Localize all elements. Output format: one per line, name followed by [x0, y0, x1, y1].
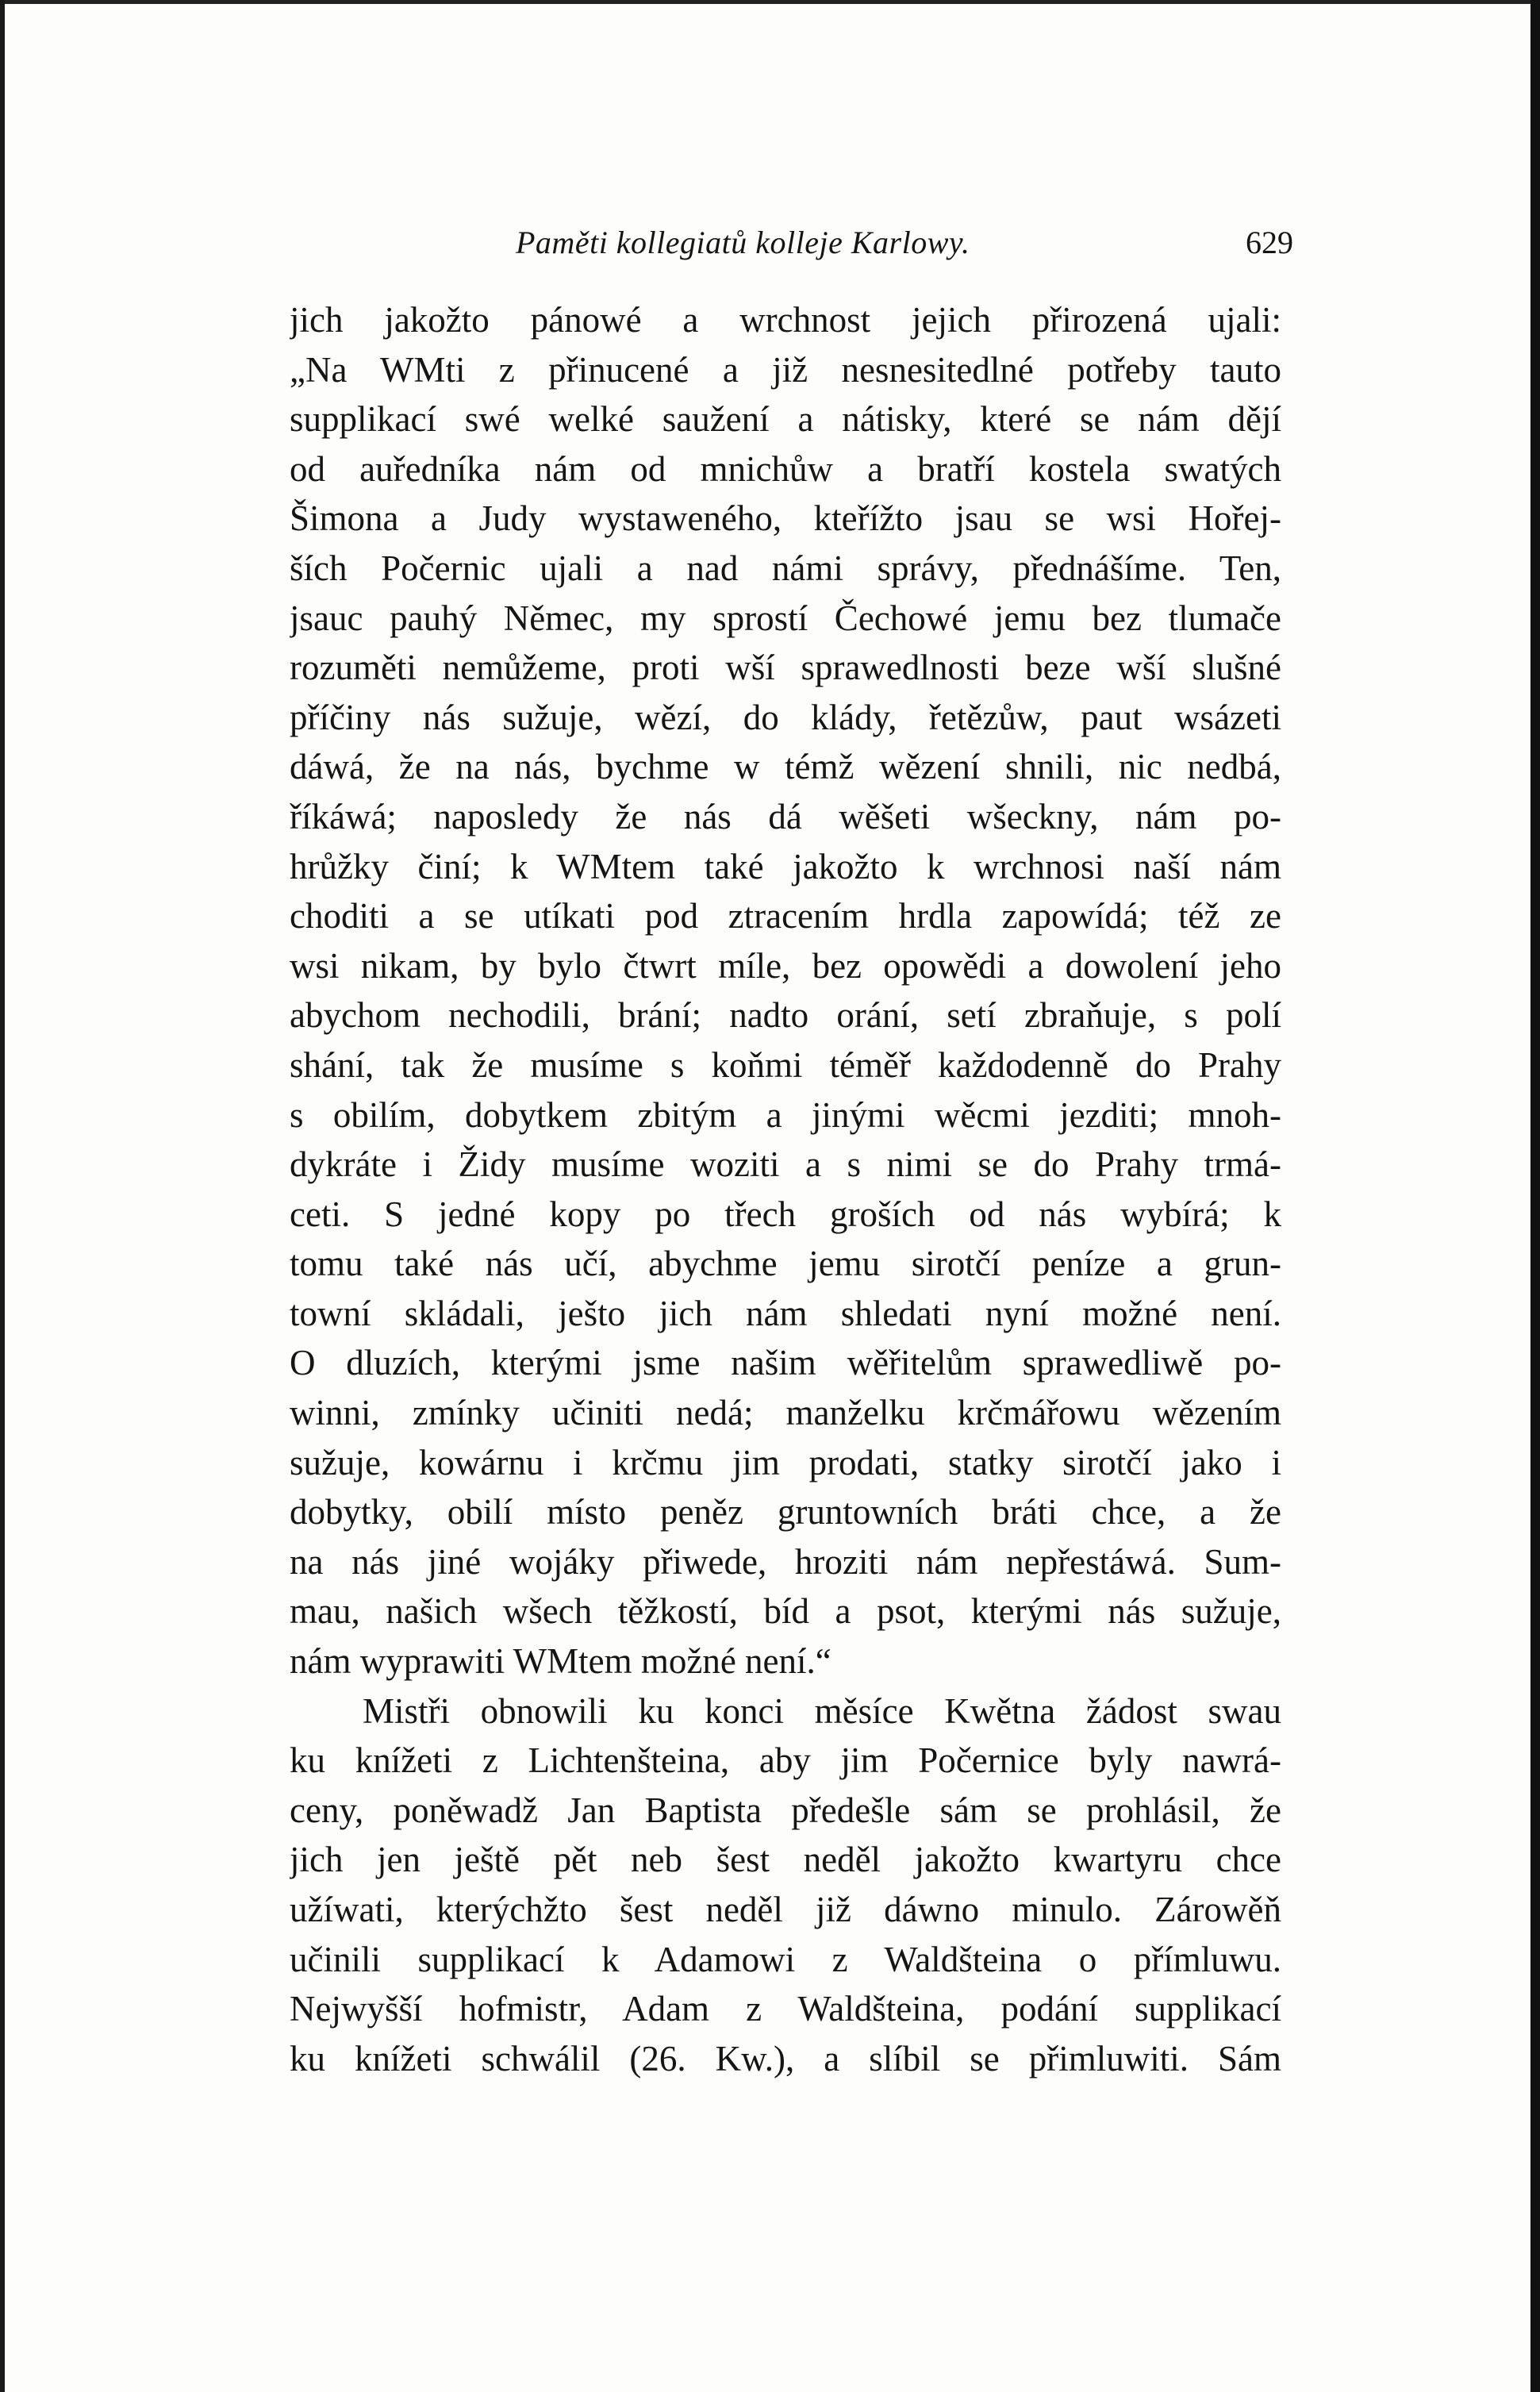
text-line: tomu také nás učí, abychme jemu sirotčí peníze a grun-	[290, 1244, 1281, 1284]
text-line: dykráte i Židy musíme woziti a s nimi se do Prahy trmá-	[290, 1144, 1281, 1185]
text-line: towní skládali, ješto jich nám shledati nyní možné není.	[290, 1293, 1281, 1333]
text-line: ších Počernic ujali a nad námi správy, přednášíme. Ten,	[290, 548, 1281, 588]
text-line: jich jen ještě pět neb šest neděl jakožto kwartyru chce	[290, 1840, 1281, 1880]
text-line: rozuměti nemůžeme, proti wší sprawedlnosti beze wší slušné	[290, 648, 1281, 688]
text-line: jich jakožto pánowé a wrchnost jejich přirozená ujali:	[290, 300, 1281, 340]
text-line: učinili supplikací k Adamowi z Waldšteina o přímluwu.	[290, 1939, 1281, 1979]
text-line: nám wyprawiti WMtem možné není.“	[290, 1641, 831, 1682]
text-line: abychom nechodili, brání; nadto orání, setí zbraňuje, s polí	[290, 995, 1281, 1036]
text-line: ku knížeti z Lichtenšteina, aby jim Počernice byly nawrá-	[290, 1740, 1281, 1781]
text-line: Nejwyšší hofmistr, Adam z Waldšteina, podání supplikací	[290, 1989, 1281, 2029]
page-header	[516, 224, 1309, 271]
paragraph-2	[290, 1686, 1281, 2084]
paragraph-1	[290, 295, 1281, 1686]
text-line: říkáwá; naposledy že nás dá wěšeti wšeckny, nám po-	[290, 796, 1281, 836]
text-line: ceti. S jedné kopy po třech groších od nás wybírá; k	[290, 1194, 1281, 1234]
text-line: winni, zmínky učiniti nedá; manželku krčmářowu wězením	[290, 1393, 1281, 1433]
text-line: wsi nikam, by bylo čtwrt míle, bez opowědi a dowolení jeho	[290, 945, 1281, 986]
text-line: s obilím, dobytkem zbitým a jinými wěcmi jezditi; mnoh-	[290, 1094, 1281, 1135]
scan-border-left	[0, 0, 5, 2392]
text-line: od auředníka nám od mnichůw a bratří kostela swatých	[290, 448, 1281, 489]
text-line: jsauc pauhý Němec, my sprostí Čechowé jemu bez tlumače	[290, 598, 1281, 638]
text-line: na nás jiné wojáky přiwede, hroziti nám nepřestáwá. Sum-	[290, 1541, 1281, 1582]
text-line: hrůžky činí; k WMtem také jakožto k wrchnosi naší nám	[290, 846, 1281, 886]
text-line: ku knížeti schwálil (26. Kw.), a slíbil se přimluwiti. Sám	[290, 2038, 1281, 2079]
text-line: O dluzích, kterými jsme našim wěřitelům sprawedliwě po-	[290, 1343, 1281, 1383]
running-title: Paměti kollegiatů kolleje Karlowy.	[516, 225, 970, 260]
scan-border-right	[1530, 0, 1540, 2392]
text-line: užíwati, kterýchžto šest neděl již dáwno minulo. Zárowěň	[290, 1890, 1281, 1929]
text-line: dáwá, že na nás, bychme w témž wězení shnili, nic nedbá,	[290, 747, 1281, 787]
text-line: ceny, poněwadž Jan Baptista předešle sám se prohlásil, že	[290, 1790, 1281, 1830]
text-line: choditi a se utíkati pod ztracením hrdla zapowídá; též ze	[290, 896, 1281, 936]
text-line: Šimona a Judy wystaweného, kteřížto jsau se wsi Hořej-	[290, 498, 1281, 539]
text-line: supplikací swé welké saužení a nátisky, které se nám dějí	[290, 399, 1281, 440]
text-line: sužuje, kowárnu i krčmu jim prodati, statky sirotčí jako i	[290, 1442, 1281, 1483]
text-line: mau, našich wšech těžkostí, bíd a psot, kterými nás sužuje,	[290, 1591, 1281, 1632]
body-text	[290, 295, 1281, 2083]
scan-border-top	[0, 0, 1540, 4]
text-line: Mistři obnowili ku konci měsíce Kwětna žádost swau	[363, 1690, 1281, 1731]
text-line: shání, tak že musíme s koňmi téměř každodenně do Prahy	[290, 1044, 1281, 1085]
text-line: příčiny nás sužuje, wězí, do klády, řetězůw, paut wsázeti	[290, 697, 1281, 737]
text-line: „Na WMti z přinucené a již nesnesitedlné potřeby tauto	[290, 349, 1281, 390]
page-number: 629	[1246, 225, 1293, 260]
text-line: dobytky, obilí místo peněz gruntowních bráti chce, a že	[290, 1492, 1281, 1532]
